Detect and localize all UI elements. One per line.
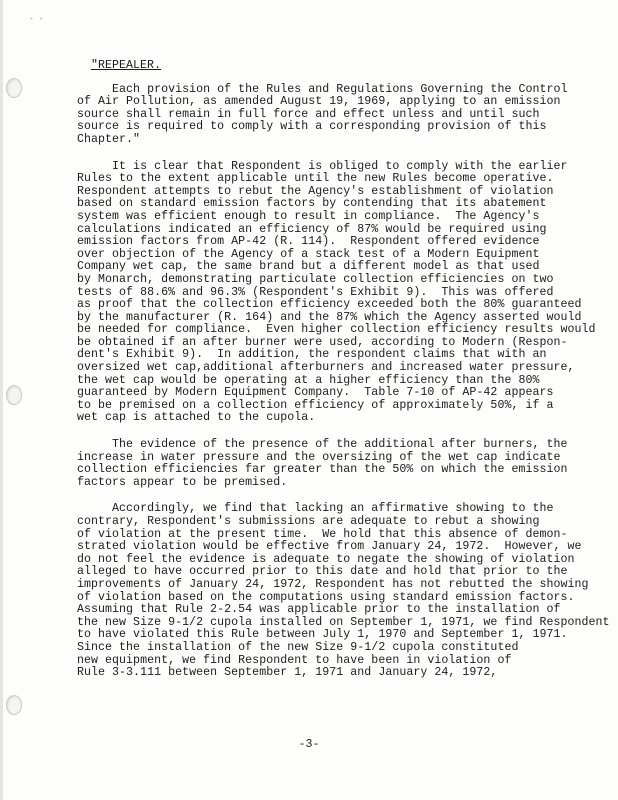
text-line: Chapter.": [77, 132, 141, 146]
paragraph-gap: [77, 489, 617, 503]
text-line: emission factors from AP-42 (R. 114). Respondent offered evidence: [77, 235, 540, 249]
section-heading: "REPEALER.: [91, 59, 162, 72]
text-line: Respondent attempts to rebut the Agency's establishment of violation: [77, 184, 554, 198]
binder-hole: [6, 695, 22, 715]
text-line: Rules to the extent applicable until the new Rules become operative.: [77, 172, 554, 186]
text-line: by Monarch, demonstrating particulate collection efficiencies on two: [77, 272, 554, 286]
text-line: based on standard emission factors by contending that its abatement: [77, 197, 547, 211]
text-line: be obtained if an after burner were used, according to Modern (Respon-: [77, 335, 568, 349]
text-line: The evidence of the presence of the additional after burners, the: [77, 438, 568, 452]
text-line: increase in water pressure and the oversizing of the wet cap indicate: [77, 450, 561, 464]
document-body: [77, 60, 617, 680]
text-line: as proof that the collection efficiency exceeded both the 80% guaranteed: [77, 298, 582, 312]
text-line: of violation based on the computations using standard emission factors.: [77, 590, 575, 604]
text-line: dent's Exhibit 9). In addition, the respondent claims that with an: [77, 348, 547, 362]
text-line: alleged to have occurred prior to this date and hold that prior to the: [77, 565, 568, 579]
text-line: Company wet cap, the same brand but a different model as that used: [77, 260, 540, 274]
text-line: It is clear that Respondent is obliged to comply with the earlier: [77, 159, 568, 173]
text-line: guaranteed by Modern Equipment Company. Table 7-10 of AP-42 appears: [77, 386, 554, 400]
text-line: by the manufacturer (R. 164) and the 87% which the Agency asserted would: [77, 310, 582, 324]
text-line: contrary, Respondent's submissions are adequate to rebut a showing: [77, 515, 540, 528]
paragraph: [77, 161, 617, 425]
text-line: improvements of January 24, 1972, Respondent has not rebutted the showing: [77, 577, 589, 591]
text-line: calculations indicated an efficiency of 87% would be required using: [77, 222, 547, 236]
text-line: source is required to comply with a corresponding provision of this: [77, 120, 547, 134]
text-line: Accordingly, we find that lacking an affirmative showing to the: [77, 502, 554, 516]
text-line: of Air Pollution, as amended August 19, 1969, applying to an emission: [77, 95, 561, 109]
text-line: wet cap is attached to the cupola.: [77, 411, 316, 425]
text-line: collection efficiencies far greater than the 50% on which the emission: [77, 463, 568, 477]
paragraph: [77, 439, 617, 489]
text-line: factors appear to be premised.: [77, 475, 288, 489]
binder-hole: [6, 385, 22, 405]
text-line: Since the installation of the new Size 9-1/2 cupola constituted: [77, 640, 519, 654]
corner-mark: - -: [29, 14, 44, 23]
text-line: to be premised on a collection efficiency of approximately 50%, if a: [77, 398, 554, 412]
text-line: the new Size 9-1/2 cupola installed on September 1, 1971, we find Respondent: [77, 615, 610, 629]
text-line: over objection of the Agency of a stack test of a Modern Equipment: [77, 247, 540, 261]
text-line: be needed for compliance. Even higher collection efficiency results would: [77, 323, 596, 337]
text-line: do not feel the evidence is adequate to negate the showing of violation: [77, 552, 575, 566]
text-line: Assuming that Rule 2-2.54 was applicable prior to the installation of: [77, 603, 561, 617]
text-line: Rule 3-3.111 between September 1, 1971 and January 24, 1972,: [77, 666, 498, 680]
text-line: oversized wet cap,additional afterburners and increased water pressure,: [77, 361, 575, 375]
text-line: strated violation would be effective from January 24, 1972. However, we: [77, 540, 582, 554]
text-line: of violation at the present time. We hold that this absence of demon-: [77, 527, 568, 541]
paragraphs: [77, 84, 617, 680]
paragraph-gap: [77, 147, 617, 161]
page-edge: [0, 0, 3, 800]
text-line: system was efficient enough to result in compliance. The Agency's: [77, 209, 540, 223]
text-line: source shall remain in full force and effect unless and until such: [77, 107, 540, 121]
binder-hole: [6, 78, 22, 98]
text-line: the wet cap would be operating at a higher efficiency than the 80%: [77, 373, 540, 387]
text-line: tests of 88.6% and 96.3% (Respondent's Exhibit 9). This was offered: [77, 285, 554, 299]
paragraph: [77, 503, 617, 679]
text-line: Each provision of the Rules and Regulations Governing the Control: [77, 82, 568, 96]
paragraph-gap: [77, 425, 617, 439]
paragraph: [77, 84, 617, 147]
text-line: new equipment, we find Respondent to have been in violation of: [77, 653, 512, 667]
text-line: to have violated this Rule between July 1, 1970 and September 1, 1971.: [77, 628, 568, 642]
page-number: -3-: [298, 738, 320, 751]
